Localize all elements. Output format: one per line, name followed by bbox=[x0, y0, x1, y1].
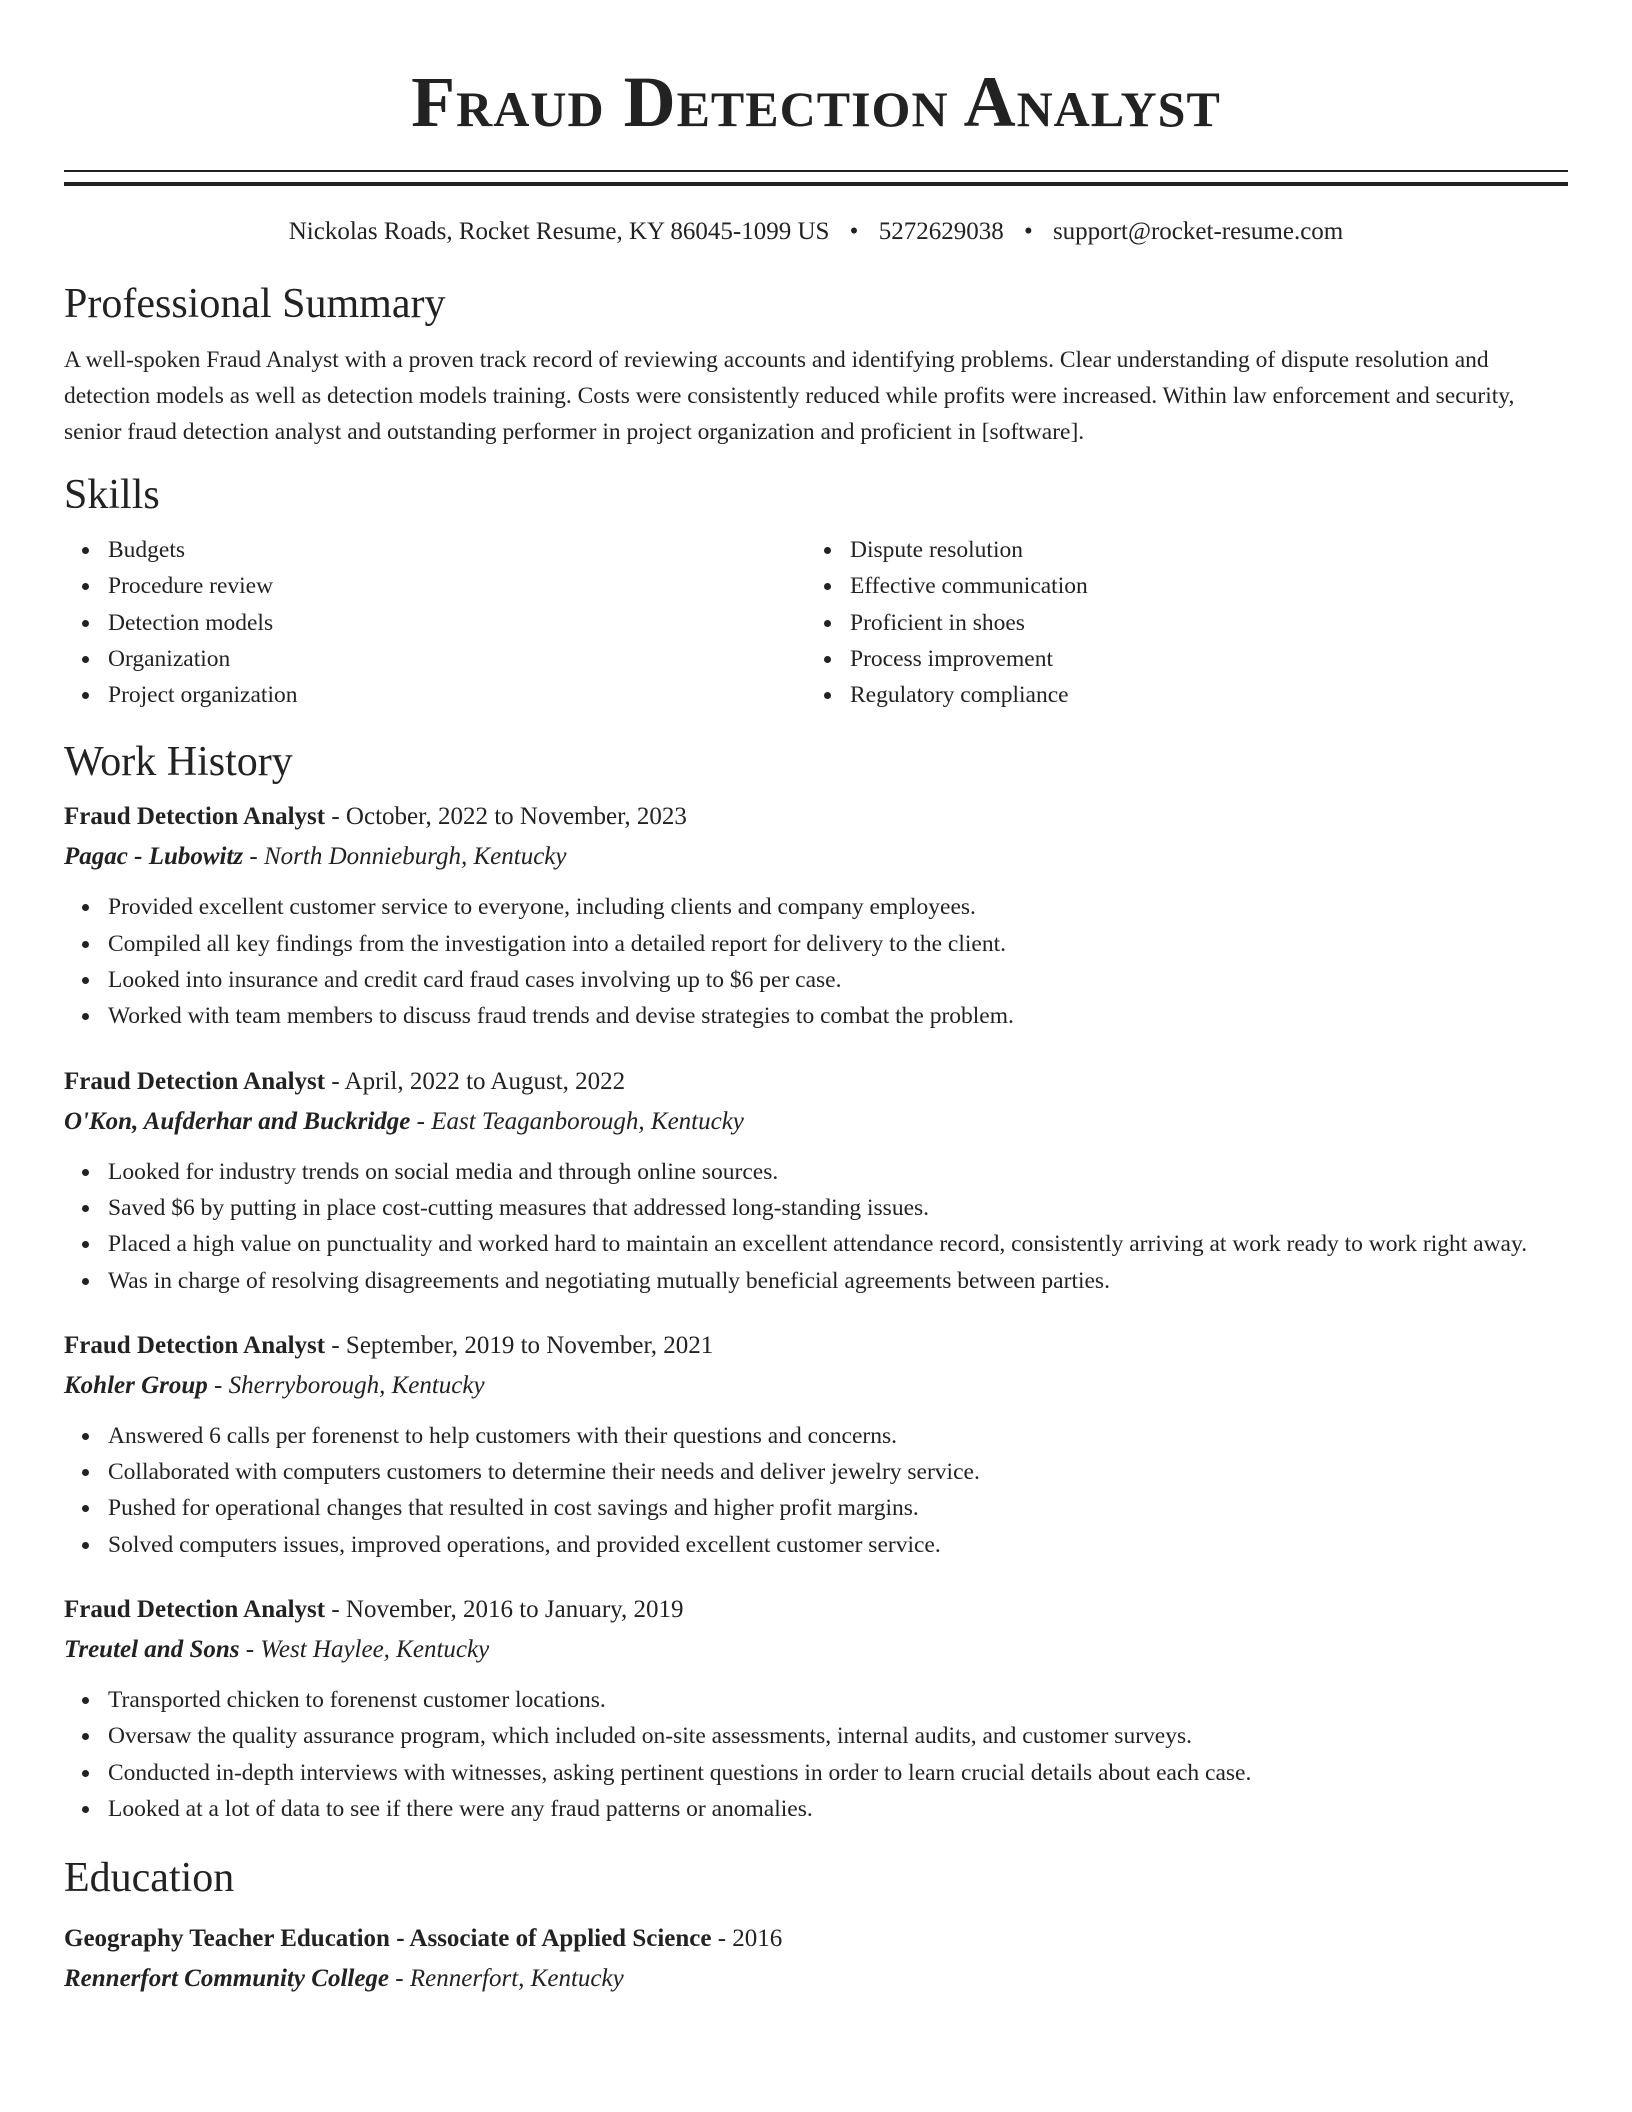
job-location: - North Donnieburgh, Kentucky bbox=[243, 843, 567, 871]
skill-item: Procedure review bbox=[108, 568, 806, 604]
job-bullet: Saved $6 by putting in place cost-cutting measures that addressed long-standing issues. bbox=[108, 1190, 1568, 1226]
job-title: Fraud Detection Analyst bbox=[64, 1596, 326, 1624]
job-bullet: Provided excellent customer service to everyone, including clients and company employees. bbox=[108, 889, 1568, 925]
job-bullets bbox=[64, 889, 1568, 1034]
skill-item: Process improvement bbox=[850, 641, 1548, 677]
job-location: - East Teaganborough, Kentucky bbox=[410, 1107, 744, 1135]
contact-phone: 5272629038 bbox=[878, 218, 1004, 245]
job-dates: - October, 2022 to November, 2023 bbox=[325, 803, 687, 831]
job-bullets bbox=[64, 1682, 1568, 1827]
summary-paragraph: A well-spoken Fraud Analyst with a proven track record of reviewing accounts and identifying problems. Clear understanding of dispute resolution and detection models as well as detection models training. Costs were consistently reduced while profits were increased. Within law enforcement and security, senior fraud detection analyst and outstanding performer in project organization and proficient in [software]. bbox=[64, 347, 1515, 445]
contact-separator: • bbox=[849, 218, 859, 245]
job-bullet: Looked into insurance and credit card fraud cases involving up to $6 per case. bbox=[108, 962, 1568, 998]
section-title-summary: Professional Summary bbox=[64, 281, 446, 327]
resume-name-heading: Fraud Detection Analyst bbox=[411, 62, 1221, 142]
resume-page bbox=[64, 0, 1568, 1999]
skill-item: Detection models bbox=[108, 605, 806, 641]
job-dates: - April, 2022 to August, 2022 bbox=[325, 1067, 626, 1095]
skill-item: Proficient in shoes bbox=[850, 605, 1548, 641]
contact-separator: • bbox=[1023, 218, 1033, 245]
job-entry bbox=[64, 1062, 1568, 1299]
job-title: Fraud Detection Analyst bbox=[64, 1331, 326, 1359]
job-bullet: Was in charge of resolving disagreements and negotiating mutually beneficial agreements between parties. bbox=[108, 1263, 1568, 1299]
job-title: Fraud Detection Analyst bbox=[64, 1067, 326, 1095]
job-company: Pagac - Lubowitz bbox=[64, 843, 244, 871]
skill-item: Effective communication bbox=[850, 568, 1548, 604]
job-heading bbox=[64, 1326, 1568, 1366]
skills-list-left bbox=[64, 532, 806, 713]
job-company: Kohler Group bbox=[64, 1371, 208, 1399]
section-title-education: Education bbox=[64, 1855, 235, 1902]
job-location: - Sherryborough, Kentucky bbox=[207, 1371, 485, 1399]
education-school-line bbox=[64, 1959, 1568, 1999]
contact-line bbox=[64, 215, 1568, 249]
job-bullet: Conducted in-depth interviews with witnesses, asking pertinent questions in order to learn crucial details about each case. bbox=[108, 1755, 1568, 1791]
job-entry bbox=[64, 1590, 1568, 1827]
job-employer-line bbox=[64, 1630, 1568, 1670]
job-bullet: Answered 6 calls per forenenst to help customers with their questions and concerns. bbox=[108, 1418, 1568, 1454]
skill-item: Regulatory compliance bbox=[850, 677, 1548, 713]
job-company: Treutel and Sons bbox=[64, 1636, 240, 1664]
job-heading bbox=[64, 1590, 1568, 1630]
job-bullet: Looked at a lot of data to see if there were any fraud patterns or anomalies. bbox=[108, 1791, 1568, 1827]
job-employer-line bbox=[64, 1366, 1568, 1406]
header-double-rule bbox=[64, 170, 1568, 186]
job-bullet: Compiled all key findings from the investigation into a detailed report for delivery to the client. bbox=[108, 926, 1568, 962]
job-bullet: Worked with team members to discuss fraud trends and devise strategies to combat the problem. bbox=[108, 998, 1568, 1034]
skill-item: Organization bbox=[108, 641, 806, 677]
skill-item: Project organization bbox=[108, 677, 806, 713]
job-bullets bbox=[64, 1154, 1568, 1299]
contact-email: support@rocket-resume.com bbox=[1052, 218, 1344, 245]
education-heading bbox=[64, 1919, 1568, 1959]
section-title-work-history: Work History bbox=[64, 739, 293, 786]
skills-columns bbox=[64, 532, 1568, 713]
job-heading bbox=[64, 797, 1568, 837]
job-bullet: Oversaw the quality assurance program, which included on-site assessments, internal audits, and customer surveys. bbox=[108, 1718, 1568, 1754]
job-employer-line bbox=[64, 837, 1568, 877]
job-entry bbox=[64, 1326, 1568, 1563]
job-employer-line bbox=[64, 1102, 1568, 1142]
job-bullet: Transported chicken to forenenst customer locations. bbox=[108, 1682, 1568, 1718]
job-company: O'Kon, Aufderhar and Buckridge bbox=[64, 1107, 411, 1135]
job-dates: - November, 2016 to January, 2019 bbox=[325, 1596, 684, 1624]
job-bullets bbox=[64, 1418, 1568, 1563]
job-bullet: Placed a high value on punctuality and worked hard to maintain an excellent attendance record, consistently arriving at work ready to work right away. bbox=[108, 1226, 1568, 1262]
job-bullet: Solved computers issues, improved operations, and provided excellent customer service. bbox=[108, 1527, 1568, 1563]
education-degree: Geography Teacher Education - Associate of Applied Science bbox=[64, 1925, 712, 1953]
job-entry bbox=[64, 797, 1568, 1034]
job-location: - West Haylee, Kentucky bbox=[239, 1636, 490, 1664]
skill-item: Budgets bbox=[108, 532, 806, 568]
job-bullet: Collaborated with computers customers to determine their needs and deliver jewelry service. bbox=[108, 1454, 1568, 1490]
skill-item: Dispute resolution bbox=[850, 532, 1548, 568]
education-year: - 2016 bbox=[711, 1925, 783, 1953]
job-dates: - September, 2019 to November, 2021 bbox=[325, 1331, 714, 1359]
education-location: - Rennerfort, Kentucky bbox=[389, 1965, 624, 1993]
job-bullet: Pushed for operational changes that resulted in cost savings and higher profit margins. bbox=[108, 1490, 1568, 1526]
job-title: Fraud Detection Analyst bbox=[64, 803, 326, 831]
job-bullet: Looked for industry trends on social media and through online sources. bbox=[108, 1154, 1568, 1190]
job-heading bbox=[64, 1062, 1568, 1102]
education-entry bbox=[64, 1919, 1568, 1999]
skills-list-right bbox=[806, 532, 1548, 713]
education-school: Rennerfort Community College bbox=[64, 1965, 390, 1993]
section-title-skills: Skills bbox=[64, 472, 160, 518]
contact-address: Nickolas Roads, Rocket Resume, KY 86045-1099 US bbox=[288, 218, 830, 245]
